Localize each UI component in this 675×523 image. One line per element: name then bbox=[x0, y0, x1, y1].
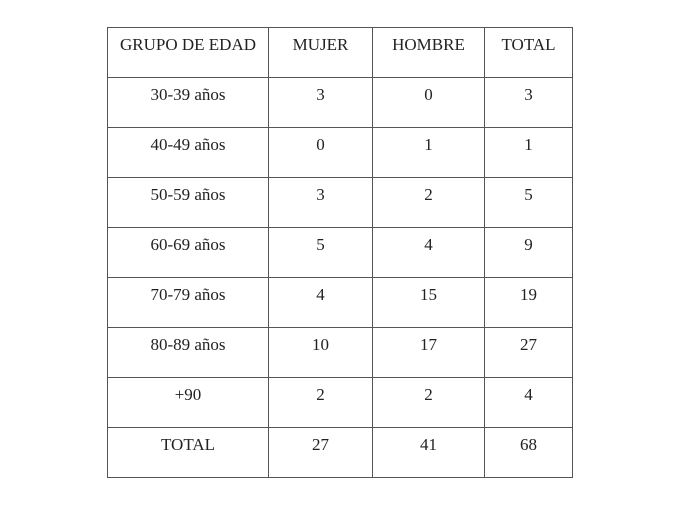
table-cell bbox=[269, 128, 373, 178]
mujer-value: 3 bbox=[316, 85, 325, 104]
header-cell bbox=[485, 28, 573, 78]
table-cell bbox=[108, 428, 269, 478]
table-cell bbox=[108, 378, 269, 428]
mujer-value: 0 bbox=[316, 135, 325, 154]
hombre-value: 1 bbox=[424, 135, 433, 154]
table-cell bbox=[269, 178, 373, 228]
total-value: 9 bbox=[524, 235, 533, 254]
table-row bbox=[108, 128, 573, 178]
mujer-value: 2 bbox=[316, 385, 325, 404]
table-row bbox=[108, 178, 573, 228]
hombre-value: 0 bbox=[424, 85, 433, 104]
header-cell bbox=[108, 28, 269, 78]
table-cell bbox=[485, 428, 573, 478]
hombre-total: 41 bbox=[420, 435, 437, 454]
table-cell bbox=[373, 378, 485, 428]
mujer-value: 5 bbox=[316, 235, 325, 254]
table-row bbox=[108, 228, 573, 278]
table-cell bbox=[269, 328, 373, 378]
hombre-value: 2 bbox=[424, 185, 433, 204]
table-cell bbox=[108, 178, 269, 228]
hombre-value: 4 bbox=[424, 235, 433, 254]
table-cell bbox=[485, 278, 573, 328]
mujer-value: 3 bbox=[316, 185, 325, 204]
table-cell bbox=[485, 78, 573, 128]
age-group-label: 40-49 años bbox=[150, 135, 226, 154]
total-value: 1 bbox=[524, 135, 533, 154]
table-cell bbox=[269, 378, 373, 428]
mujer-value: 10 bbox=[312, 335, 329, 354]
age-group-label: 30-39 años bbox=[150, 85, 226, 104]
mujer-value: 4 bbox=[316, 285, 325, 304]
table-cell bbox=[485, 328, 573, 378]
total-value: 19 bbox=[520, 285, 537, 304]
table-row bbox=[108, 278, 573, 328]
table-row bbox=[108, 378, 573, 428]
table-cell bbox=[373, 278, 485, 328]
table-cell bbox=[108, 278, 269, 328]
table-cell bbox=[373, 78, 485, 128]
table-cell bbox=[373, 428, 485, 478]
age-group-label: 60-69 años bbox=[150, 235, 226, 254]
header-total: TOTAL bbox=[501, 35, 556, 54]
table-cell bbox=[485, 228, 573, 278]
table-header-row bbox=[108, 28, 573, 78]
table-cell bbox=[373, 328, 485, 378]
header-mujer: MUJER bbox=[292, 35, 349, 54]
table-cell bbox=[485, 378, 573, 428]
table-cell bbox=[269, 228, 373, 278]
header-cell bbox=[373, 28, 485, 78]
table-cell bbox=[485, 128, 573, 178]
header-hombre: HOMBRE bbox=[392, 35, 465, 54]
table-cell bbox=[373, 128, 485, 178]
age-group-label: 50-59 años bbox=[150, 185, 226, 204]
total-value: 5 bbox=[524, 185, 533, 204]
table-cell bbox=[269, 428, 373, 478]
total-value: 27 bbox=[520, 335, 537, 354]
table-cell bbox=[108, 128, 269, 178]
table-cell bbox=[269, 278, 373, 328]
table-total-row bbox=[108, 428, 573, 478]
age-group-label: +90 bbox=[174, 385, 202, 404]
table-cell bbox=[485, 178, 573, 228]
total-value: 4 bbox=[524, 385, 533, 404]
grand-total: 68 bbox=[520, 435, 537, 454]
total-row-label: TOTAL bbox=[160, 435, 216, 454]
hombre-value: 2 bbox=[424, 385, 433, 404]
header-grupo-de-edad: GRUPO DE EDAD bbox=[120, 35, 256, 54]
age-group-label: 70-79 años bbox=[150, 285, 226, 304]
table-cell bbox=[269, 78, 373, 128]
header-cell bbox=[269, 28, 373, 78]
table-cell bbox=[373, 178, 485, 228]
table-cell bbox=[108, 78, 269, 128]
table-cell bbox=[373, 228, 485, 278]
age-group-table bbox=[107, 27, 573, 478]
mujer-total: 27 bbox=[312, 435, 329, 454]
age-group-label: 80-89 años bbox=[150, 335, 226, 354]
total-value: 3 bbox=[524, 85, 533, 104]
table-row bbox=[108, 328, 573, 378]
table-cell bbox=[108, 228, 269, 278]
table-cell bbox=[108, 328, 269, 378]
table-row bbox=[108, 78, 573, 128]
hombre-value: 17 bbox=[420, 335, 437, 354]
hombre-value: 15 bbox=[420, 285, 437, 304]
